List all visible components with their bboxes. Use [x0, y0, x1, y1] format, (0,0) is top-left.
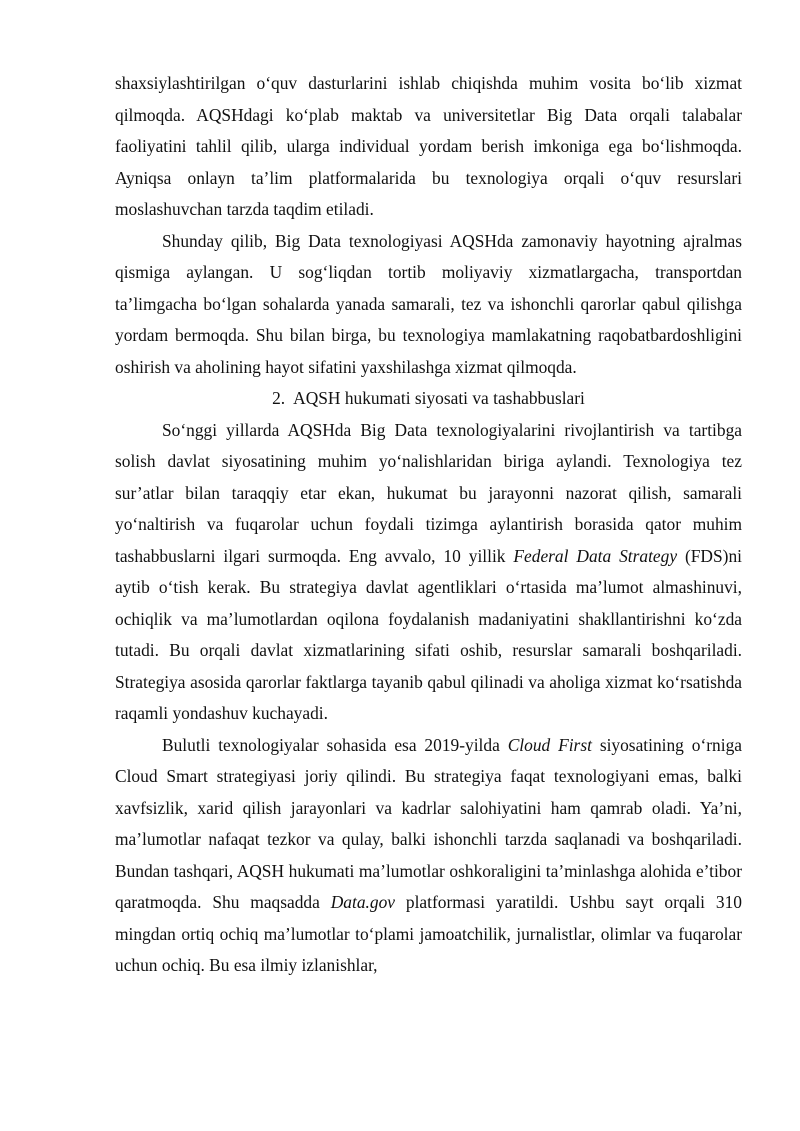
paragraph-continuation	[115, 68, 742, 226]
paragraph-text: (FDS)ni aytib o‘tish kerak. Bu strategiya davlat agentliklari o‘rtasida ma’lumot almashinuvi, ochiqlik va ma’lumotlardan oqilona foydalanish madaniyatini shakllantirishni ko‘zda tutadi. Bu orqali davlat xizmatlarining sifati oshib, resurslar samarali boshqariladi. Strategiya asosida qarorlar faktlarga tayanib qabul qilinadi va aholiga xizmat ko‘rsatishda raqamli yondashuv kuchayadi.	[115, 545, 742, 723]
emphasis-text: Data.gov	[330, 892, 395, 912]
paragraph-text: Shunday qilib, Big Data texnologiyasi AQSHda zamonaviy hayotning ajralmas qismiga aylangan. U sog‘liqdan tortib moliyaviy xizmatlargacha, transportdan ta’limgacha bo‘lgan sohalarda yanada samarali, tez va ishonchli qarorlar qabul qilishga yordam bermoqda. Shu bilan birga, bu texnologiya mamlakatning raqobatbardoshligini oshirish va aholining hayot sifatini yaxshilashga xizmat qilmoqda.	[115, 230, 742, 377]
emphasis-text: Cloud First	[507, 734, 592, 755]
paragraph-text: So‘nggi yillarda AQSHda Big Data texnologiyalarini rivojlantirish va tartibga solish davlat siyosatining muhim yo‘nalishlaridan biriga aylandi. Texnologiya tez sur’atlar bilan taraqqiy etar ekan, hukumat bu jarayonni nazorat qilish, samarali yo‘naltirish va fuqarolar uchun foydali tizimga aylantirish borasida qator muhim tashabbuslarni ilgari surmoqda. Eng avvalo, 10 yillik	[115, 419, 742, 566]
paragraph-policy	[115, 415, 742, 730]
emphasis-text: Federal Data Strategy	[513, 545, 678, 566]
section-number: 2.	[272, 388, 286, 408]
paragraph-text: platformasi yaratildi. Ushbu sayt orqali 310 mingdan ortiq ochiq ma’lumotlar to‘plami jamoatchilik, jurnalistlar, olimlar va fuqarolar uchun ochiq. Bu esa ilmiy izlanishlar,	[115, 892, 742, 975]
paragraph-summary	[115, 226, 742, 384]
paragraph-cloud	[115, 730, 742, 982]
section-heading	[115, 383, 742, 415]
paragraph-text: Bulutli texnologiyalar sohasida esa 2019-yilda	[162, 734, 508, 755]
paragraph-text: shaxsiylashtirilgan o‘quv dasturlarini ishlab chiqishda muhim vosita bo‘lib xizmat qilmoqda. AQSHdagi ko‘plab maktab va universitetlar Big Data orqali talabalar faoliyatini tahlil qilib, ularga individual yordam berish imkoniga ega bo‘lishmoqda. Ayniqsa onlayn ta’lim platformalarida bu texnologiya orqali o‘quv resurslari moslashuvchan tarzda taqdim etiladi.	[115, 73, 742, 219]
document-page	[115, 68, 742, 982]
section-title: AQSH hukumati siyosati va tashabbuslari	[293, 388, 585, 408]
paragraph-text: siyosatining o‘rniga Cloud Smart strategiyasi joriy qilindi. Bu strategiya faqat texnologiyani emas, balki xavfsizlik, xarid qilish jarayonlari va kadrlar salohiyatini ham qamrab oladi. Ya’ni, ma’lumotlar nafaqat tezkor va qulay, balki ishonchli tarzda saqlanadi va boshqariladi. Bundan tashqari, AQSH hukumati ma’lumotlar oshkoraligini ta’minlashga alohida e’tibor qaratmoqda. Shu maqsadda	[115, 734, 742, 912]
